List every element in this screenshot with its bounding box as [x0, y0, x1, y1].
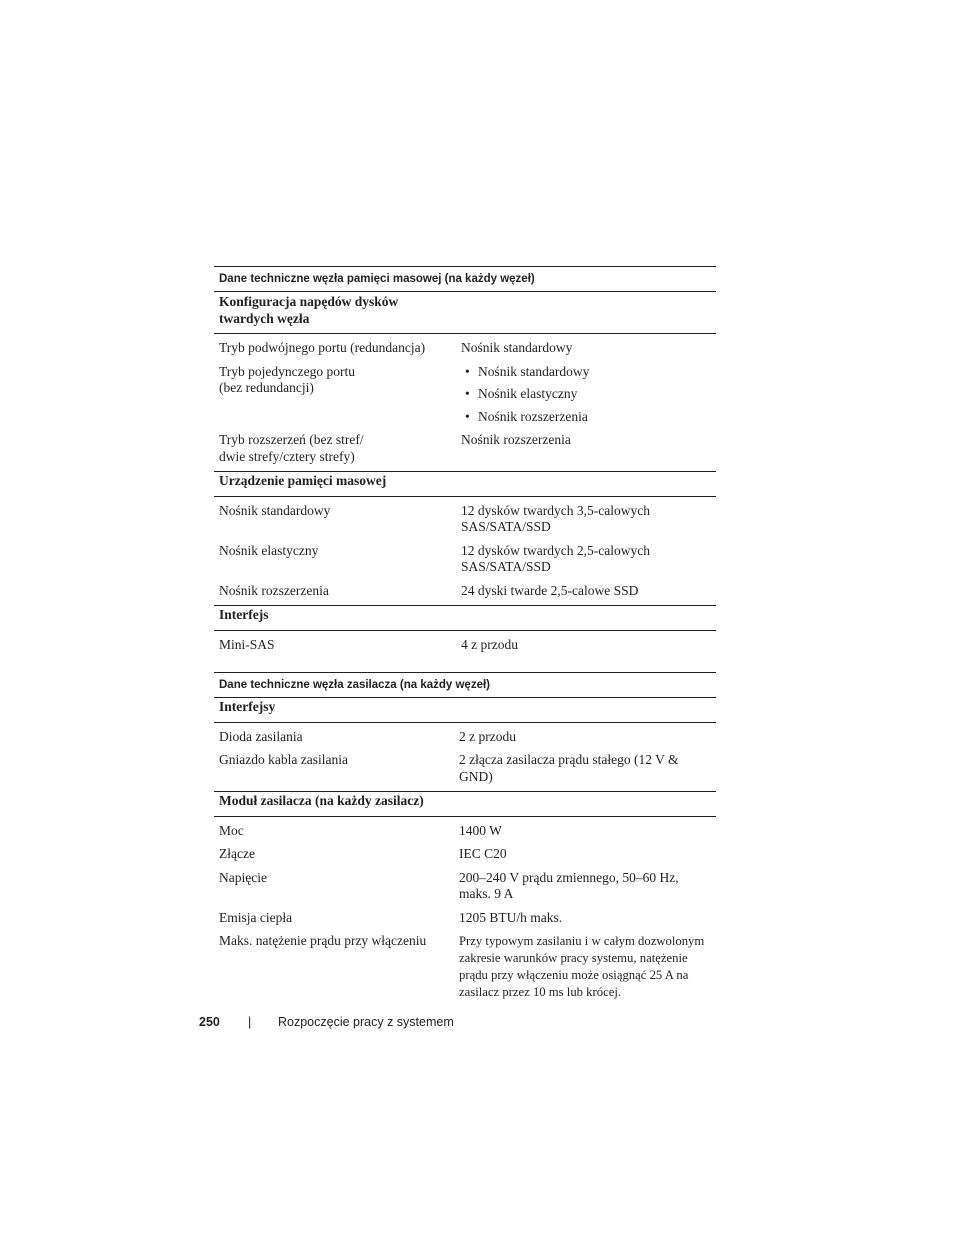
single-port-label-line1: Tryb pojedynczego portu: [219, 363, 355, 379]
storage-table-title: Dane techniczne węzła pamięci masowej (na każdy węzeł): [214, 267, 716, 292]
expansion-label-line1: Tryb rozszerzeń (bez stref/: [219, 432, 364, 447]
power-socket-label: Gniazdo kabla zasilania: [219, 752, 348, 767]
minisas-label: Mini-SAS: [219, 636, 275, 652]
voltage-label: Napięcie: [219, 869, 267, 885]
socket-value-line1: 2 złącza zasilacza prądu stałego (12 V &: [459, 752, 679, 767]
std-media-label: Nośnik standardowy: [219, 502, 331, 518]
inrush-label: Maks. natężenie prądu przy włączeniu: [219, 933, 427, 948]
single-port-label: [214, 357, 456, 426]
list-item: • Nośnik rozszerzenia: [461, 409, 712, 426]
exp-media-label: Nośnik rozszerzenia: [219, 582, 329, 598]
socket-value-line2: GND): [459, 768, 493, 784]
interface-section-header: Interfejs: [214, 606, 716, 631]
std-value-line2: SAS/SATA/SSD: [461, 519, 551, 534]
voltage-value: [454, 863, 716, 903]
power-output-label: Moc: [219, 822, 244, 838]
inrush-value-line4: zasilacz przez 10 ms lub krócej.: [459, 985, 622, 999]
flex-media-label: Nośnik elastyczny: [219, 542, 319, 558]
inrush-value-line2: zakresie warunków pracy systemu, natężenie: [459, 951, 688, 965]
page-number: 250: [199, 1015, 220, 1029]
expansion-label-line2: dwie strefy/cztery strefy): [219, 448, 355, 464]
inrush-value: [454, 926, 716, 1001]
power-spec-table: [214, 672, 716, 1001]
power-table-title: Dane techniczne węzła zasilacza (na każdy węzeł): [214, 673, 716, 698]
list-item: • Nośnik elastyczny: [461, 386, 712, 403]
power-socket-value: [454, 745, 716, 792]
dual-port-label: Tryb podwójnego portu (redundancja): [219, 340, 426, 355]
minisas-value: 4 z przodu: [461, 636, 518, 652]
config-header-line2: twardych węzła: [219, 310, 310, 326]
flex-media-value: [456, 536, 716, 576]
footer-separator: |: [248, 1015, 252, 1029]
voltage-value-line2: maks. 9 A: [459, 886, 514, 901]
connector-label: Złącze: [219, 846, 255, 861]
list-item: • Nośnik standardowy: [461, 364, 712, 381]
module-section-header: Moduł zasilacza (na każdy zasilacz): [214, 792, 716, 817]
interfaces-section-header: Interfejsy: [214, 698, 716, 723]
expansion-mode-value: Nośnik rozszerzenia: [461, 432, 571, 447]
power-led-value: 2 z przodu: [459, 728, 516, 744]
footer-title: Rozpoczęcie pracy z systemem: [278, 1015, 454, 1029]
inrush-value-line3: prądu przy włączeniu może osiągnąć 25 A na: [459, 968, 689, 982]
power-output-value: 1400 W: [459, 822, 502, 838]
heat-value: 1205 BTU/h maks.: [459, 909, 563, 925]
expansion-mode-label: [214, 425, 456, 472]
dual-port-value: Nośnik standardowy: [461, 340, 573, 355]
flex-value-line1: 12 dysków twardych 2,5-calowych: [461, 542, 650, 558]
exp-media-value: 24 dyski twarde 2,5-calowe SSD: [461, 582, 639, 598]
device-section-header: Urządzenie pamięci masowej: [214, 472, 716, 497]
power-led-label: Dioda zasilania: [219, 728, 303, 744]
single-port-label-line2: (bez redundancji): [219, 380, 314, 395]
flex-value-line2: SAS/SATA/SSD: [461, 559, 551, 574]
heat-label: Emisja ciepła: [219, 909, 293, 925]
single-port-values: [456, 357, 716, 426]
inrush-value-line1: Przy typowym zasilaniu i w całym dozwolonym: [459, 934, 705, 948]
std-value-line1: 12 dysków twardych 3,5-calowych: [461, 502, 650, 518]
std-media-value: [456, 496, 716, 536]
storage-spec-table: [214, 266, 716, 653]
config-section-header: [214, 292, 716, 334]
config-header-line1: Konfiguracja napędów dysków: [219, 294, 399, 309]
voltage-value-line1: 200–240 V prądu zmiennego, 50–60 Hz,: [459, 869, 679, 885]
connector-value: IEC C20: [459, 846, 507, 861]
